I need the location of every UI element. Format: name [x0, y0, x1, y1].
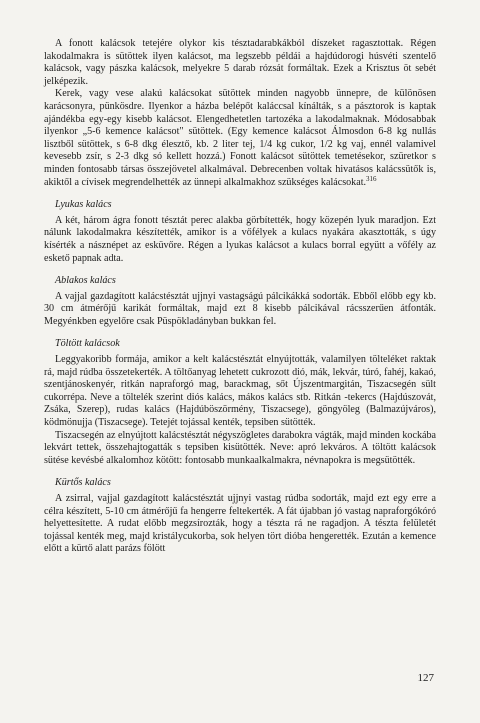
paragraph-toltott-kalacsok: Leggyakoribb formája, amikor a kelt kalácstésztát elnyújtották, valamilyen tölteléket raktak rá, majd rúdba összetekerték. A töltőanyag lehetett cukrozott dió, mák, lekvár, túró, fahéj, kakaó, szentjánoskenyér, ritkán napraforgó mag, barackmag, sőt Újszentmargitán, Tiszacsegén sült cukorrépa. Neve a töltelék szerint diós kalács, mákos kalács stb. Ritkán -tekercs (Hajdúszovát, Zsáka, Szerep), rudas kalács (Hajdúböszörmény, Tiszacsege), göngyöleg (Balmazújváros), ködmönujja (Tiszacsege). Tetejét tojással kenték, tepsiben sütötték.: [44, 354, 436, 429]
page-number: 127: [417, 672, 434, 684]
heading-kurtos-kalacs: Kürtős kalács: [55, 477, 111, 489]
heading-toltott-kalacsok: Töltött kalácsok: [55, 338, 120, 350]
paragraph-round-cakes: [44, 88, 436, 189]
paragraph-round-cakes-text: Kerek, vagy vese alakú kalácsokat sütöttek minden nagyobb ünnepre, de különösen karácsonyra, pünkösdre. Ilyenkor a házba belépőt kaláccsal kínálták, s a pásztorok is kaptak ajándékba egy-egy kisebb kalácsot. Elengedhetetlen tartozéka a lakodalmaknak. Módosabbak ilyenkor „5-6 kemence kalácsot" sütöttek. (Egy kemence kalácsot Álmosdon 6-8 kg nullás lisztből sütöttek, s 6-8 dkg élesztő, kb. 2 liter tej, 1/4 kg cukor, 1/2 kg vaj, ennél valamivel kevesebb zsír, s 2-3 dkg só kellett hozzá.) Fonott kalácsot sütöttek temetésekor, szüretkor s minden fontosabb társas összejövetel alkalmával. Debrecenben voltak hivatásos kalácssütők is, akiktől a cívisek megrendelhették az ünnepi alkalmakhoz szükséges kalácsokat.: [44, 88, 436, 188]
paragraph-lyukas-kalacs: A két, három ágra fonott tésztát perec alakba görbítették, hogy közepén lyuk maradjon. Ezt nálunk lakodalmakra készítették, amikor is a vőfélyek a kulacs nyakára akasztották, s úgy kísérték a násznépet az esküvőre. Régen a lyukas kalácsot a kulacs borral együtt a vőfély az eskető papnak adta.: [44, 214, 436, 264]
paragraph-kurtos-kalacs: A zsirral, vajjal gazdagított kalácstésztát ujjnyi vastag rúdba sodorták, majd ezt egy erre a célra készített, 5-10 cm átmérőjű fa hengerre feltekerték. A fát újabban jó vastag napraforgókóró helyettesítette. A rudat előbb megzsírozták, hogy a tészta rá ne ragadjon. A tészta felületét tojással kenték meg, majd kristálycukorba, sok helyen tört dióba hengerették. Ezután a kemence előtt a kürtő alatt parázs fölött: [44, 493, 436, 555]
paragraph-braided-decorations: A fonott kalácsok tetejére olykor kis tésztadarabkákból díszeket ragasztottak. Régen lakodalmakra is sütöttek ilyen kalácsot, ma legszebb példái a hajdúdorogi húsvéti szentelő kalácsok, vagy pászka kalácsok, melyekre 5 darab rózsát formáltak. Ezek a Krisztus öt sebét jelképezik.: [44, 38, 436, 87]
footnote-marker: 316: [366, 174, 377, 183]
page-body: [44, 38, 436, 556]
paragraph-ablakos-kalacs: A vajjal gazdagított kalácstésztát ujjnyi vastagságú pálcikákká sodorták. Ebből előbb egy kb. 30 cm átmérőjű karikát formáltak, majd ezt 8 kisebb pálcikával rácsszerűen átfonták. Megyénkben egyelőre csak Püspökladányban bukkan fel.: [44, 290, 436, 327]
paragraph-apro-lekvaros: Tiszacsegén az elnyújtott kalácstésztát négyszögletes darabokra vágták, majd minden kockába lekvárt tettek, összehajtogatták s tepsiben kisütötték. Neve: apró lekváros. A töltött kalácsok sütése kevésbé alkalomhoz kötött: fontosabb munkaalkalmakra, névnapokra is megsütötték.: [44, 429, 436, 466]
heading-ablakos-kalacs: Ablakos kalács: [55, 275, 116, 287]
heading-lyukas-kalacs: Lyukas kalács: [55, 199, 112, 211]
